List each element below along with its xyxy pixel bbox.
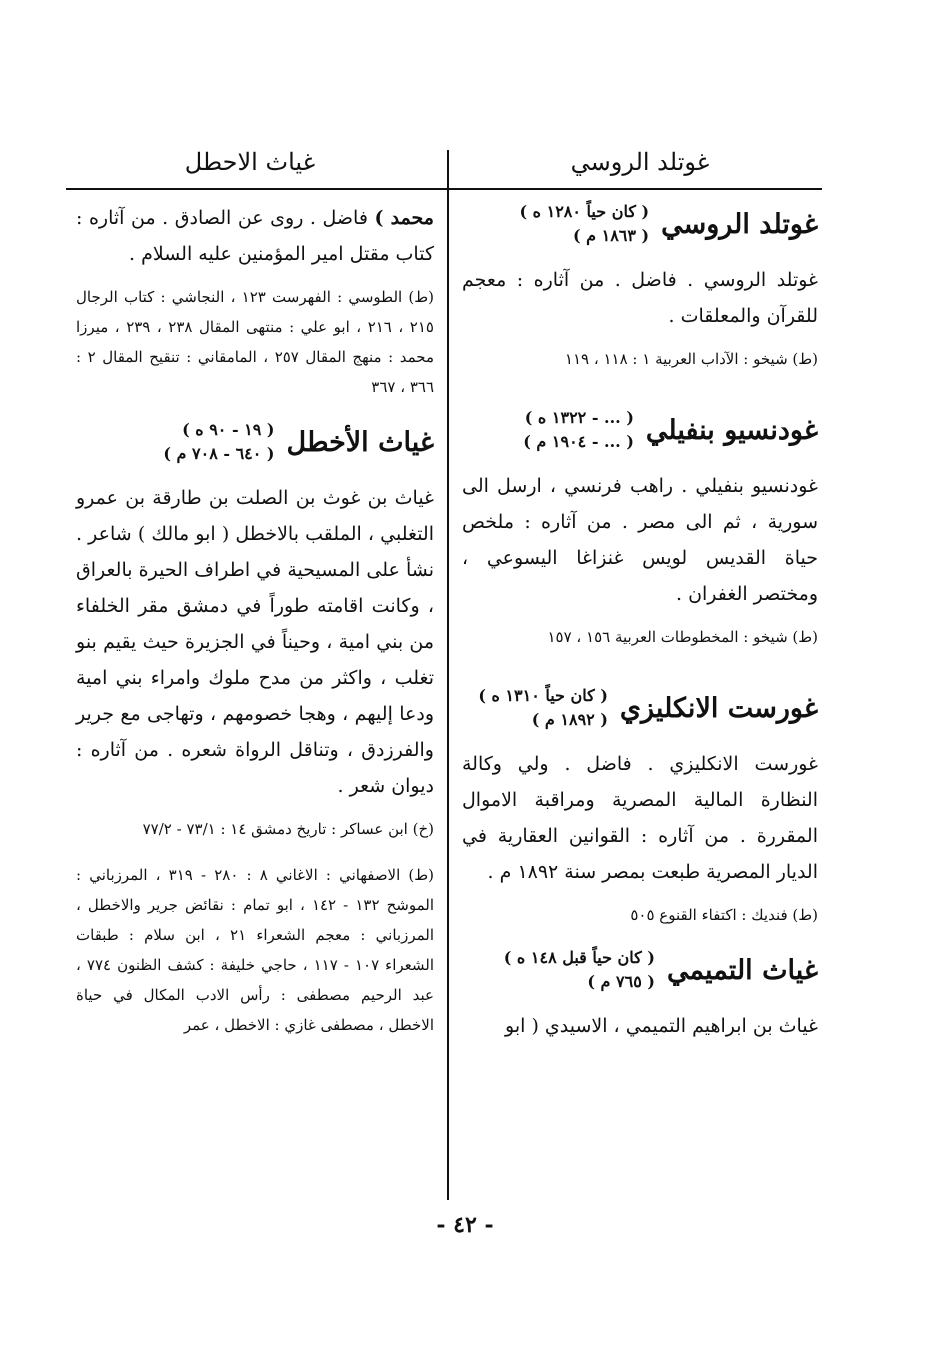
entry-spacer	[462, 668, 818, 684]
continuation-body	[76, 200, 434, 272]
entry-body: غياث بن غوث بن الصلت بن طارقة بن عمرو التغلبي ، الملقب بالاخطل ( ابو مالك ) شاعر . نشأ على المسيحية في اطراف الحيرة بالعراق ، وكانت اقامته طوراً في دمشق مقر الخلفاء من بني امية ، وحيناً في الجزيرة حيث يقيم بنو تغلب ، واكثر من مدح ملوك وامراء بني امية ودعا إليهم ، وهجا خصومهم ، وتهاجى مع جرير والفرزدق ، وتناقل الرواة شعره . من آثاره : ديوان شعر .	[76, 487, 434, 797]
entry-headword: غوتلد الروسي	[661, 208, 818, 240]
entry-dates	[478, 684, 608, 732]
entry-source: (ط) فنديك : اكتفاء القنوع ٥٠٥	[630, 906, 818, 924]
continuation-text: فاضل . روى عن الصادق . من آثاره : كتاب مقتل امير المؤمنين عليه السلام .	[76, 207, 434, 265]
date-hijri: ( ١٩ - ٩٠ ه )	[182, 420, 275, 439]
entry-gaudenzio-benfili	[462, 406, 818, 652]
entry-dates	[523, 406, 634, 454]
entry-dates	[520, 200, 650, 248]
entry-dates	[163, 418, 274, 466]
entry-body: غودنسيو بنفيلي . راهب فرنسي ، ارسل الى سورية ، ثم الى مصر . من آثاره : ملخص حياة القديس لويس غنزاغا اليسوعي ، ومختصر الغفران .	[462, 475, 818, 605]
entry-body: غياث بن ابراهيم التميمي ، الاسيدي ( ابو	[505, 1015, 818, 1037]
entry-heading	[462, 406, 818, 454]
entry-source: (ط) شيخو : الآداب العربية ١ : ١١٨ ، ١١٩	[564, 350, 818, 368]
entry-spacer	[462, 390, 818, 406]
date-hijri: ( كان حياً ١٣١٠ ه )	[478, 686, 608, 705]
entry-heading	[462, 200, 818, 248]
running-head-right: غوتلد الروسي	[570, 148, 710, 176]
entry-heading	[462, 946, 818, 994]
entry-heading	[462, 684, 818, 732]
entry-dates	[504, 946, 655, 994]
entry-ghiyath-al-tamimi	[462, 946, 818, 1044]
entry-headword: غودنسيو بنفيلي	[645, 414, 818, 446]
date-gregorian: ( ١٨٩٢ م )	[531, 710, 608, 729]
date-gregorian: ( ٦٤٠ - ٧٠٨ م )	[163, 444, 275, 463]
entry-gorst-al-inkilizi	[462, 684, 818, 930]
entry-headword: غورست الانكليزي	[619, 692, 818, 724]
date-gregorian: ( ٧٦٥ م )	[587, 972, 655, 991]
entry-heading	[76, 418, 434, 466]
entry-source-printed: (ط) الاصفهاني : الاغاني ٨ : ٢٨٠ - ٣١٩ ، المرزباني : الموشح ١٣٢ - ١٤٢ ، ابو تمام : نقائض جرير والاخطل ، المرزباني : معجم الشعراء ٢١ ، ابن سلام : طبقات الشعراء ١٠٧ - ١١٧ ، حاجي خليفة : كشف الظنون ٧٧٤ ، عبد الرحيم مصطفى : رأس الادب المكال في حياة الاخطل ، مصطفى غازي : الاخطل ، عمر	[76, 866, 435, 1034]
entry-source-manuscript: (خ) ابن عساكر : تاريخ دمشق ١٤ : ٧٣/١ - ٧٧/٢	[142, 820, 434, 838]
date-gregorian: ( ١٨٦٣ م )	[572, 226, 650, 245]
date-hijri: ( كان حياً ١٢٨٠ ه )	[519, 202, 650, 221]
entry-source: (ط) شيخو : المخطوطات العربية ١٥٦ ، ١٥٧	[547, 628, 818, 646]
date-hijri: ( ... - ١٣٢٢ ه )	[524, 408, 634, 427]
entry-body: غورست الانكليزي . فاضل . ولي وكالة النظارة المالية المصرية ومراقبة الاموال المقررة . من آثاره : القوانين العقارية في الديار المصرية طبعت بمصر سنة ١٨٩٢ م .	[462, 753, 818, 883]
running-head-left: غياث الاحطل	[184, 148, 316, 176]
column-divider	[447, 150, 449, 1200]
continuation-source: (ط) الطوسي : الفهرست ١٢٣ ، النجاشي : كتاب الرجال ٢١٥ ، ٢١٦ ، ابو علي : منتهى المقال ٢٣٨ ، ٢٣٩ ، ميرزا محمد : منهج المقال ٢٥٧ ، المامقاني : تنقيح المقال ٢ : ٣٦٦ ، ٣٦٧	[76, 288, 434, 396]
entry-ghiyath-al-akhtal	[76, 418, 434, 1040]
entry-body: غوتلد الروسي . فاضل . من آثاره : معجم للقرآن والمعلقات .	[462, 269, 818, 327]
left-column	[76, 200, 434, 1056]
date-gregorian: ( ... - ١٩٠٤ م )	[523, 432, 634, 451]
header-rule	[66, 188, 822, 190]
continuation-lead: محمد )	[374, 207, 434, 229]
date-hijri: ( كان حياً قبل ١٤٨ ه )	[503, 948, 655, 967]
entry-ghotald-al-rusi	[462, 200, 818, 374]
entry-headword: غياث التميمي	[666, 954, 818, 986]
entry-headword: غياث الأخطل	[286, 426, 434, 458]
page-number: - ٤٢ -	[436, 1212, 494, 1238]
right-column	[462, 200, 818, 1054]
